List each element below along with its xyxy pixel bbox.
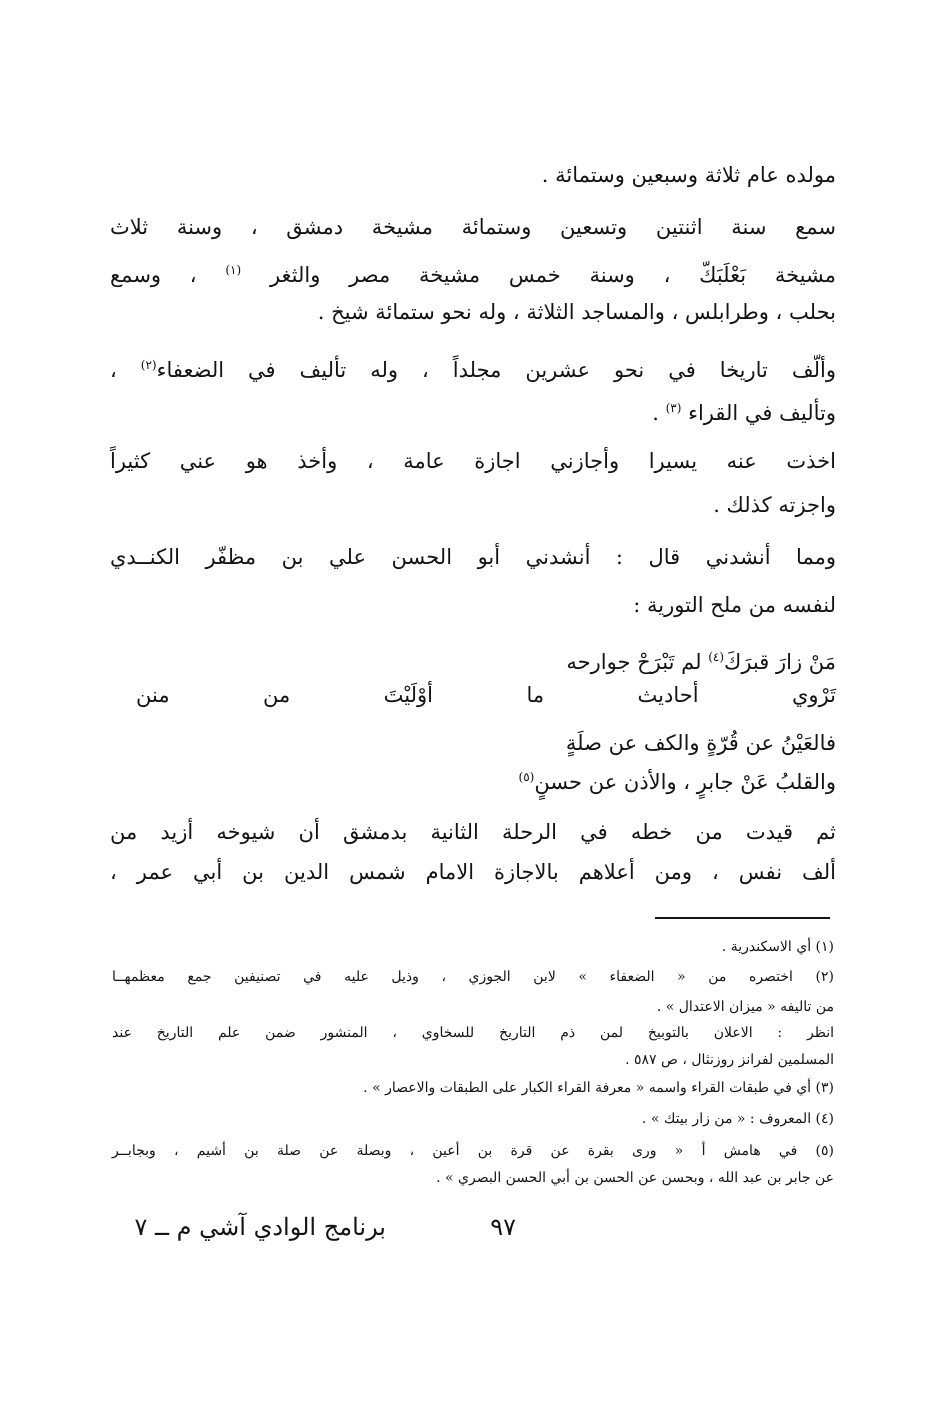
footnote-ref-1: (١) [225,263,242,277]
footnote-ref-3: (٣) [665,401,682,415]
paragraph-sama-line3: بحلب ، وطرابلس ، والمساجد الثلاثة ، وله نحو ستمائة شيخ . [317,300,836,324]
footnote-ref-5: (٥) [518,770,535,784]
footnote-4: (٤) المعروف : « من زار بيتك » . [641,1111,834,1127]
paragraph-birth: مولده عام ثلاثة وسبعين وستمائة . [541,163,836,187]
footnote-ref-2: (٢) [140,358,157,372]
paragraph-inshad-line1: ومما أنشدني قال : أنشدني أبو الحسن علي بن مظفّر الكنــدي [110,545,836,569]
paragraph-ijaza-line1: اخذت عنه يسيرا وأجازني اجازة عامة ، وأخذ هو عني كثيراً [110,449,836,473]
paragraph-sama-line1: سمع سنة اثنتين وتسعين وستمائة مشيخة دمشق ، وسنة ثلاث [110,215,836,239]
paragraph-inshad-line2: لنفسه من ملح التورية : [633,593,836,617]
footnote-2-line4: المسلمين لفرانز روزنثال ، ص ٥٨٧ . [625,1052,834,1068]
running-title: برنامج الوادي آشي م ــ ٧ [134,1213,386,1241]
footnote-separator [655,917,830,919]
paragraph-ijaza-line2: واجزته كذلك . [713,493,836,517]
paragraph-shuyukh-line1: ثم قيدت من خطه في الرحلة الثانية بدمشق أن شيوخه أزيد من [110,820,836,844]
page-number: ٩٧ [490,1213,516,1241]
paragraph-sama-line2: مشيخة بَعْلَبَكّ ، وسنة خمس مشيخة مصر والثغر $^{(١)}$ ، وسمع [110,263,836,287]
verse-line-2: تَرْوي أحاديث ما أوْلَيْتَ من منن [136,683,836,707]
paragraph-shuyukh-line2: ألف نفس ، ومن أعلاهم بالاجازة الامام شمس الدين بن أبي عمر ، [110,860,836,884]
footnote-2-line1: (٢) اختصره من « الضعفاء » لابن الجوزي ، وذيل عليه في تصنيفين جمع معظمهــا [112,969,834,985]
footnote-5-line2: عن جابر بن عبد الله ، وبحسن عن الحسن بن أبي الحسن البصري » . [436,1170,834,1186]
paragraph-taalif-line1: وألّف تاريخا في نحو عشرين مجلداً ، وله تأليف في الضعفاء$^{(٢)}$ ، [110,358,836,382]
footnote-3: (٣) أي في طبقات القراء واسمه « معرفة القراء الكبار على الطبقات والاعصار » . [363,1080,834,1096]
footnote-1: (١) أي الاسكندرية . [721,939,834,955]
footnote-2-line3: انظر : الاعلان بالتوبيخ لمن ذم التاريخ للسخاوي ، المنشور ضمن علم التاريخ عند [112,1025,834,1041]
verse-line-1: مَنْ زارَ قبرَكَ$^{(٤)}$ لم تَبْرَحْ جوارحه [566,650,836,674]
footnote-ref-4: (٤) [708,650,725,664]
footnote-5-line1: (٥) في هامش أ « ورى بقرة عن قرة بن أعين ، وبصلة عن صلة بن أشيم ، وبجابــر [112,1143,834,1159]
footnote-2-line2: من تاليفه « ميزان الاعتدال » . [656,999,834,1015]
verse-line-3: فالعَيْنُ عن قُرّةٍ والكف عن صلَةٍ [565,731,836,755]
verse-line-4: والقلبُ عَنْ جابرٍ ، والأذن عن حسنٍ$^{(٥)}$ [518,770,836,794]
paragraph-taalif-line2: وتأليف في القراء $^{(٣)}$ . [652,401,836,425]
